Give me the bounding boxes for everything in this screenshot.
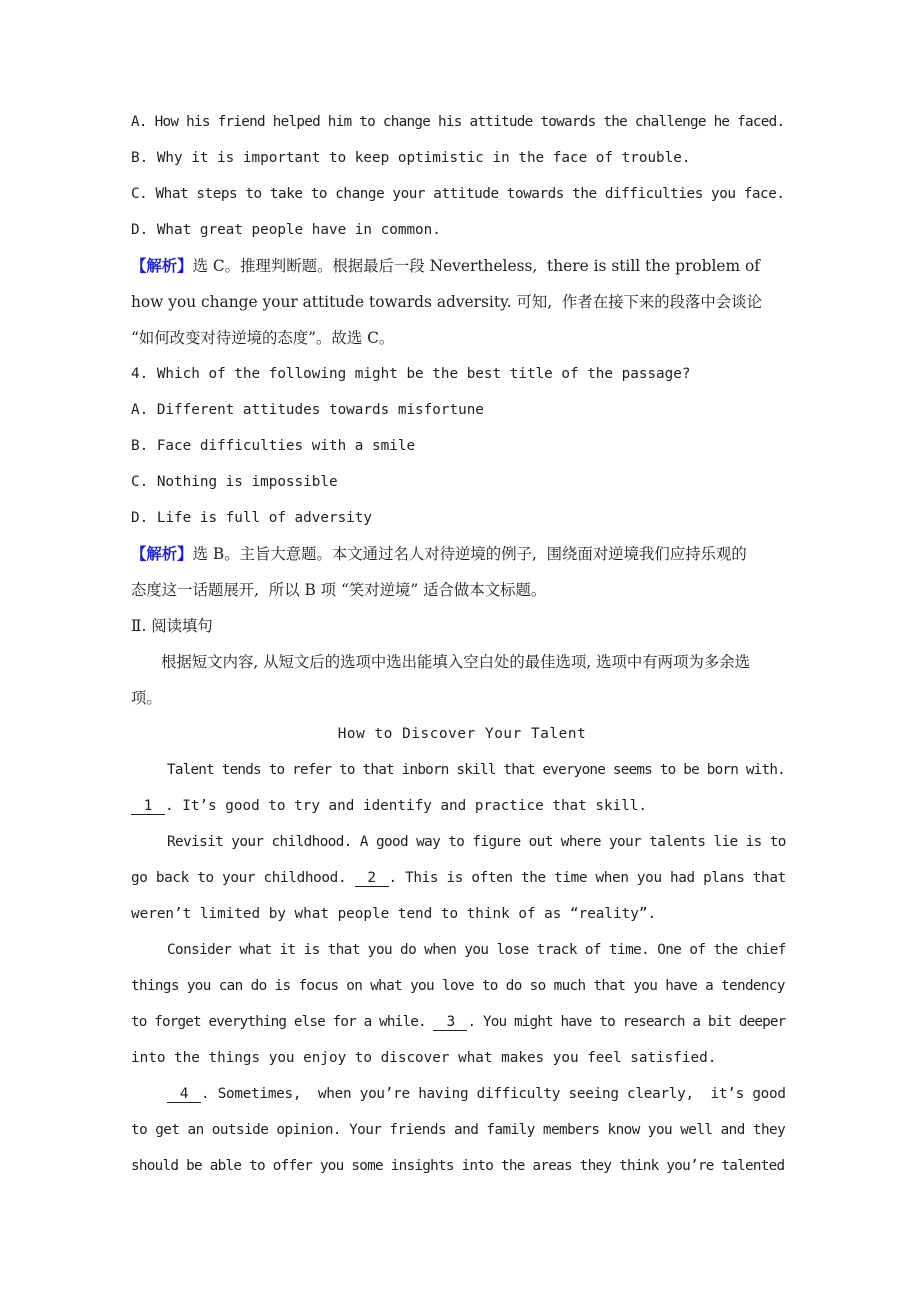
passage-p3-text-3a: to forget everything else for a while. bbox=[131, 1014, 434, 1030]
passage-p2-line-3 bbox=[131, 896, 793, 932]
explanation-q4-line-1 bbox=[131, 536, 793, 572]
explanation-q3-text-2: how you change your attitude towards adversity. 可知, 作者在接下来的段落中会谈论 bbox=[131, 293, 762, 311]
section-heading-2: Ⅱ. 阅读填句 bbox=[131, 617, 213, 635]
option-b-q3: B. Why it is important to keep optimistic in the face of trouble. bbox=[131, 150, 691, 166]
passage-p4-text-1: . Sometimes, when you’re having difficulty seeing clearly, it’s good bbox=[201, 1086, 786, 1102]
passage-p1-text-2: . It’s good to try and identify and practice that skill. bbox=[165, 798, 648, 814]
option-a-q3: A. How his friend helped him to change his attitude towards the challenge he faced. bbox=[131, 114, 785, 130]
passage-p3-text-2: things you can do is focus on what you love to do so much that you have a tendency bbox=[131, 978, 785, 994]
blank-1[interactable]: 1 bbox=[131, 799, 165, 815]
section-2-instruction-line-2 bbox=[131, 680, 793, 716]
passage-p3-line-4 bbox=[131, 1040, 793, 1076]
page-content bbox=[131, 104, 793, 1184]
explanation-q3-line-3 bbox=[131, 320, 793, 356]
passage-p2-line-1 bbox=[131, 824, 793, 860]
passage-p4-line-2 bbox=[131, 1112, 793, 1148]
explanation-q3-text-1: 选 C。推理判断题。根据最后一段 Nevertheless, there is still the problem of bbox=[192, 257, 760, 275]
passage-p3-line-1 bbox=[131, 932, 793, 968]
explanation-q3-text-3: “如何改变对待逆境的态度”。故选 C。 bbox=[131, 329, 395, 347]
option-d-q4: D. Life is full of adversity bbox=[131, 510, 373, 526]
passage-p4-text-3: should be able to offer you some insights into the areas they think you’re talented bbox=[131, 1158, 785, 1174]
passage-p2-text-2a: go back to your childhood. bbox=[131, 870, 355, 886]
explanation-q4-text-1: 选 B。主旨大意题。本文通过名人对待逆境的例子, 围绕面对逆境我们应持乐观的 bbox=[192, 545, 747, 563]
passage-p4-line-3 bbox=[131, 1148, 793, 1184]
option-a-q4: A. Different attitudes towards misfortune bbox=[131, 402, 484, 418]
passage-p4-indent bbox=[131, 1086, 167, 1102]
passage-p2-text-2b: . This is often the time when you had plans that bbox=[388, 870, 786, 886]
passage-p4-line-1 bbox=[131, 1076, 793, 1112]
explanation-q3-line-2 bbox=[131, 284, 793, 320]
instruction-text-1: 根据短文内容, 从短文后的选项中选出能填入空白处的最佳选项, 选项中有两项为多余选 bbox=[161, 653, 751, 671]
option-c-q3: C. What steps to take to change your attitude towards the difficulties you face. bbox=[131, 186, 785, 202]
blank-2[interactable]: 2 bbox=[355, 871, 389, 887]
explanation-q3-line-1 bbox=[131, 248, 793, 284]
explanation-marker: 【解析】 bbox=[131, 545, 193, 563]
instruction-text-2: 项。 bbox=[131, 689, 162, 707]
passage-p2-text-3: weren’t limited by what people tend to think of as “reality”. bbox=[131, 906, 657, 922]
passage-p1-line-1 bbox=[131, 752, 793, 788]
blank-3[interactable]: 3 bbox=[433, 1015, 467, 1031]
option-b-q4: B. Face difficulties with a smile bbox=[131, 438, 416, 454]
section-2-instruction-line-1 bbox=[131, 644, 793, 680]
option-d-q3: D. What great people have in common. bbox=[131, 222, 441, 238]
passage-p2-text-1: Revisit your childhood. A good way to figure out where your talents lie is to bbox=[167, 834, 786, 850]
explanation-q4-text-2: 态度这一话题展开, 所以 B 项 “笑对逆境” 适合做本文标题。 bbox=[131, 581, 547, 599]
passage-p4-text-2: to get an outside opinion. Your friends and family members know you well and they bbox=[131, 1122, 786, 1138]
passage-p3-text-1: Consider what it is that you do when you lose track of time. One of the chief bbox=[167, 942, 786, 958]
explanation-q4-line-2 bbox=[131, 572, 793, 608]
passage-p3-line-3 bbox=[131, 1004, 793, 1040]
passage-p1-text-1: Talent tends to refer to that inborn skill that everyone seems to be born with. bbox=[167, 762, 785, 778]
explanation-marker: 【解析】 bbox=[131, 257, 193, 275]
passage-p2-line-2 bbox=[131, 860, 793, 896]
passage-p1-line-2 bbox=[131, 788, 793, 824]
option-c-q4: C. Nothing is impossible bbox=[131, 474, 338, 490]
question-4-stem: 4. Which of the following might be the best title of the passage? bbox=[131, 366, 691, 382]
passage-p3-text-3b: . You might have to research a bit deeper bbox=[467, 1014, 786, 1030]
passage-p3-text-4: into the things you enjoy to discover what makes you feel satisfied. bbox=[131, 1050, 717, 1066]
passage-p3-line-2 bbox=[131, 968, 793, 1004]
blank-4[interactable]: 4 bbox=[167, 1087, 201, 1103]
passage-title: How to Discover Your Talent bbox=[337, 726, 587, 742]
